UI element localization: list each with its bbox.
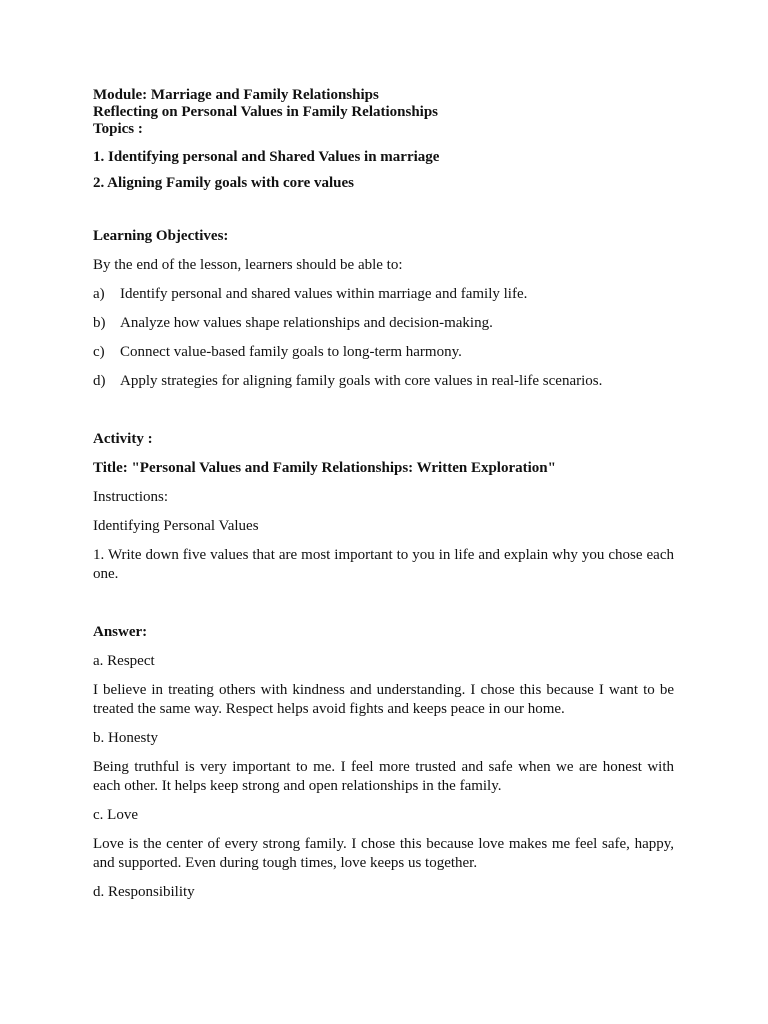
- answer-text: I believe in treating others with kindness and understanding. I chose this because I want to be treated the same way. Respect helps avoid fights and keeps peace in our home.: [93, 682, 674, 717]
- answer-text: Being truthful is very important to me. I feel more trusted and safe when we are honest with each other. It helps keep strong and open relationships in the family.: [93, 759, 674, 794]
- objective-item: [93, 285, 674, 304]
- topic-item: 1. Identifying personal and Shared Values in marriage: [93, 149, 440, 165]
- objective-text: Connect value-based family goals to long-term harmony.: [120, 344, 462, 360]
- answer-label: c. Love: [93, 807, 138, 823]
- objective-text: Analyze how values shape relationships and decision-making.: [120, 315, 493, 331]
- answer-text: Love is the center of every strong family. I chose this because love makes me feel safe, happy, and supported. Even during tough times, love keeps us together.: [93, 836, 674, 871]
- topic-item: 2. Aligning Family goals with core values: [93, 175, 354, 191]
- page-subtitle: Reflecting on Personal Values in Family Relationships: [93, 104, 439, 120]
- objective-letter: b): [93, 315, 106, 331]
- objective-letter: c): [93, 344, 105, 360]
- activity-heading: Activity :: [93, 431, 153, 447]
- objective-letter: a): [93, 286, 105, 302]
- objective-text: Identify personal and shared values within marriage and family life.: [120, 286, 528, 302]
- question-text: 1. Write down five values that are most important to you in life and explain why you chose each one.: [93, 547, 674, 582]
- section-label: Identifying Personal Values: [93, 518, 259, 534]
- objectives-heading: Learning Objectives:: [93, 228, 229, 244]
- answer-label: d. Responsibility: [93, 884, 195, 900]
- objectives-intro: By the end of the lesson, learners should be able to:: [93, 257, 403, 273]
- objective-text: Apply strategies for aligning family goals with core values in real-life scenarios.: [120, 373, 603, 389]
- answer-label: b. Honesty: [93, 730, 158, 746]
- module-title: Module: Marriage and Family Relationships: [93, 87, 379, 103]
- activity-title: Title: "Personal Values and Family Relationships: Written Exploration": [93, 460, 556, 476]
- objective-item: [93, 343, 674, 362]
- answer-heading: Answer:: [93, 624, 148, 640]
- objective-item: [93, 372, 674, 391]
- objective-item: [93, 314, 674, 333]
- instructions-label: Instructions:: [93, 489, 168, 505]
- answer-label: a. Respect: [93, 653, 155, 669]
- topics-label: Topics :: [93, 121, 143, 137]
- objective-letter: d): [93, 373, 106, 389]
